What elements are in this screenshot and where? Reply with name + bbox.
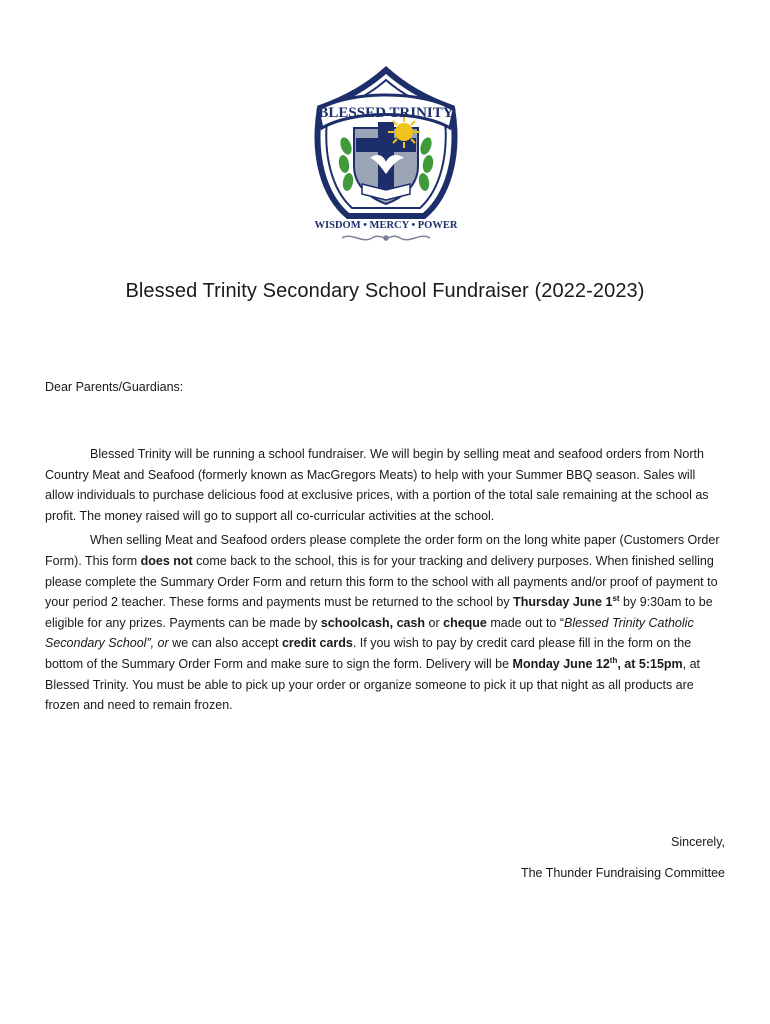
closing: Sincerely, [671, 835, 725, 849]
letter-body [45, 444, 727, 720]
paragraph-intro: Blessed Trinity will be running a school fundraiser. We will begin by selling meat and seafood orders from North Country Meat and Seafood (formerly known as MacGregors Meats) to help with your Summer BBQ season. Sales will allow individuals to purchase delicious food at exclusive prices, with a portion of the total sale remaining at the school as profit. The money raised will go to support all co-curricular activities at the school. [45, 447, 709, 523]
salutation: Dear Parents/Guardians: [45, 380, 184, 394]
motto-text: WISDOM • MERCY • POWER [314, 220, 458, 231]
signature: The Thunder Fundraising Committee [520, 866, 725, 880]
banner-text: BLESSED TRINITY [318, 105, 454, 121]
paragraph-instructions: When selling Meat and Seafood orders please complete the order form on the long white paper (Customers Order Form). This form does not come back to the school, this is for your tracking and delivery purposes. When finished selling please complete the Summary Order Form and return this form to the school with all payments and/or proof of payment to your period 2 teacher. These forms and payments must be returned to the school by Thursday June 1st by 9:30am to be eligible for any prizes. Payments can be made by schoolcash, cash or cheque made out to “Blessed Trinity Catholic Secondary School”, or we can also accept credit cards. If you wish to pay by credit card please fill in the form on the bottom of the Summary Order Form and make sure to sign the form. Delivery will be Monday June 12th, at 5:15pm, at Blessed Trinity. You must be able to pick up your order or organize someone to pick it up that night as all products are frozen and need to remain frozen. [45, 533, 720, 713]
page-title: Blessed Trinity Secondary School Fundraiser (2022-2023) [125, 280, 645, 302]
sun-icon [395, 123, 413, 141]
school-crest-logo [308, 66, 464, 246]
ornament-icon [342, 236, 430, 240]
